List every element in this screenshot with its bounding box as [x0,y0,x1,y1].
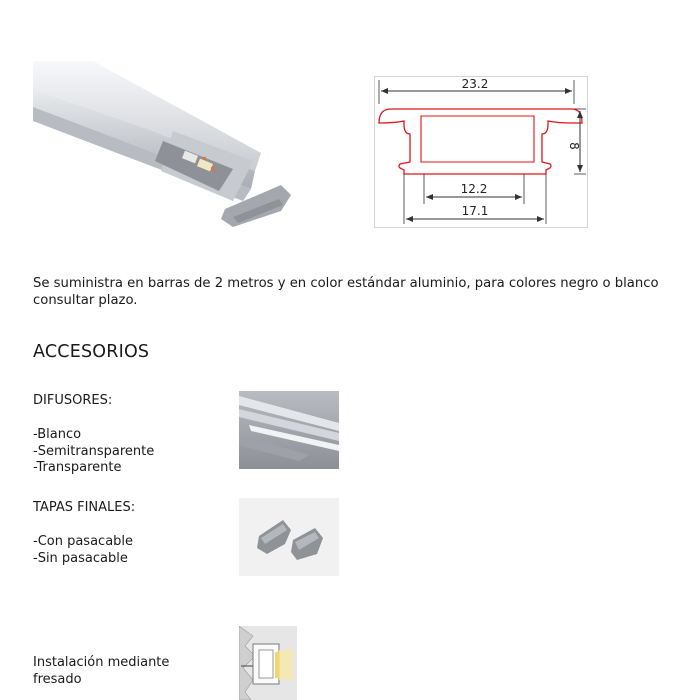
tapas-list [33,534,133,567]
dim-inner: 12.2 [460,182,488,196]
installation-text [33,655,169,688]
dim-top-width: 23.2 [461,77,489,91]
difusores-title: DIFUSORES: [33,393,113,408]
tapas-photo [239,498,339,576]
profile-diagram [374,76,588,228]
difusores-list [33,427,154,477]
installation-line-2: fresado [33,671,82,687]
dim-base: 17.1 [461,204,489,218]
difusores-photo [239,391,339,469]
list-item: -Sin pasacable [33,550,128,566]
list-item: -Transparente [33,460,122,475]
installation-photo [239,626,297,700]
dim-height: 8 [567,142,581,150]
list-item: -Blanco [33,427,82,442]
tapas-title: TAPAS FINALES: [33,500,136,515]
supply-description: Se suministra en barras de 2 metros y en color estándar aluminio, para colores negro o blanco consultar plazo. [33,276,659,308]
product-photo [33,61,330,251]
list-item: -Con pasacable [33,534,134,549]
installation-line-1: Instalación mediante [33,655,170,670]
list-item: -Semitransparente [33,443,155,459]
section-heading: ACCESORIOS [33,342,150,362]
